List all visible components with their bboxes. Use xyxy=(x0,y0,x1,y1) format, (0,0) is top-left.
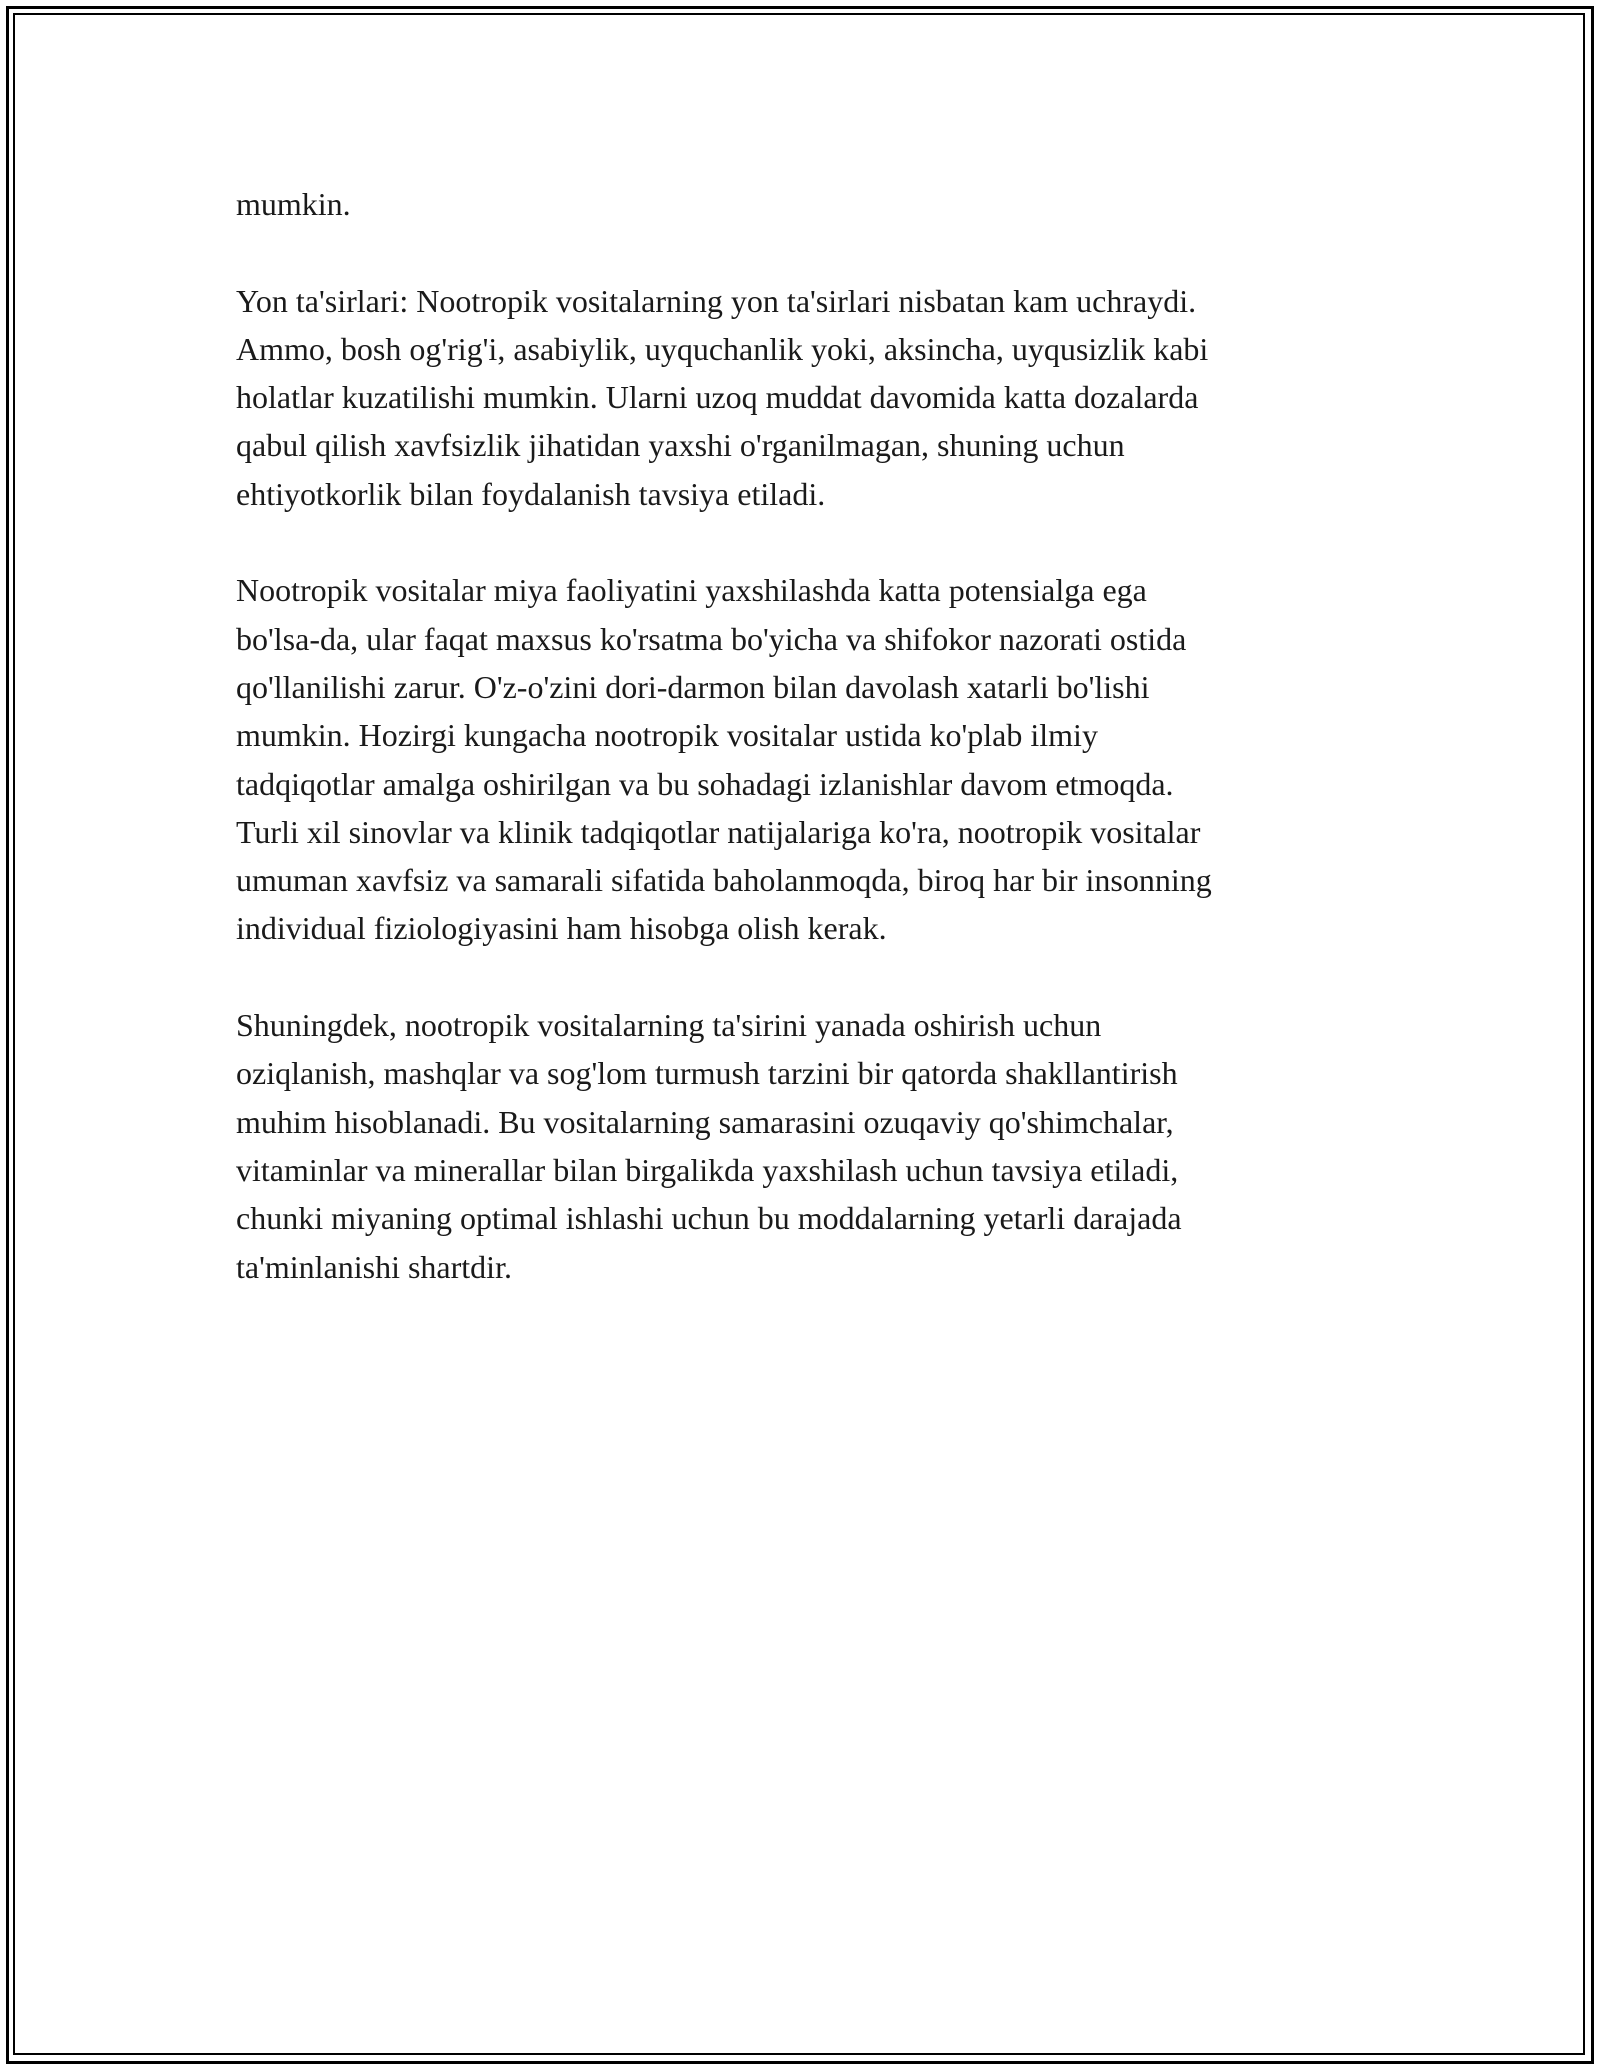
text-line: ehtiyotkorlik bilan foydalanish tavsiya etiladi. xyxy=(236,475,826,512)
text-line: Nootropik vositalar miya faoliyatini yaxshilashda katta potensialga ega xyxy=(236,572,1147,609)
text-line: ta'minlanishi shartdir. xyxy=(236,1248,512,1285)
text-line: qo'llanilishi zarur. O'z-o'zini dori-darmon bilan davolash xatarli bo'lishi xyxy=(236,668,1150,705)
text-line: individual fiziologiyasini ham hisobga olish kerak. xyxy=(236,910,887,947)
paragraph-lifestyle xyxy=(236,1001,1366,1291)
text-line: mumkin. xyxy=(236,186,351,222)
text-line: Yon ta'sirlari: Nootropik vositalarning yon ta'sirlari nisbatan kam uchraydi. xyxy=(236,282,1197,319)
text-line: Ammo, bosh og'rig'i, asabiylik, uyquchanlik yoki, aksincha, uyqusizlik kabi xyxy=(236,330,1209,367)
paragraph-side-effects xyxy=(236,277,1366,518)
text-line: umuman xavfsiz va samarali sifatida baholanmoqda, biroq har bir insonning xyxy=(236,862,1212,899)
text-line: mumkin. Hozirgi kungacha nootropik vositalar ustida ko'plab ilmiy xyxy=(236,717,1098,754)
text-line: Turli xil sinovlar va klinik tadqiqotlar natijalariga ko'ra, nootropik vositalar xyxy=(236,813,1201,850)
paragraph-usage xyxy=(236,566,1366,952)
text-line: vitaminlar va minerallar bilan birgalikda yaxshilash uchun tavsiya etiladi, xyxy=(236,1151,1179,1188)
text-line: qabul qilish xavfsizlik jihatidan yaxshi o'rganilmagan, shuning uchun xyxy=(236,427,1125,464)
text-line: Shuningdek, nootropik vositalarning ta'sirini yanada oshirish uchun xyxy=(236,1007,1102,1044)
paragraph-continuation xyxy=(236,180,1366,228)
text-line: bo'lsa-da, ular faqat maxsus ko'rsatma bo'yicha va shifokor nazorati ostida xyxy=(236,620,1187,657)
text-line: holatlar kuzatilishi mumkin. Ularni uzoq muddat davomida katta dozalarda xyxy=(236,379,1199,416)
text-line: chunki miyaning optimal ishlashi uchun bu moddalarning yetarli darajada xyxy=(236,1200,1182,1237)
text-line: muhim hisoblanadi. Bu vositalarning samarasini ozuqaviy qo'shimchalar, xyxy=(236,1103,1174,1140)
text-line: tadqiqotlar amalga oshirilgan va bu sohadagi izlanishlar davom etmoqda. xyxy=(236,765,1174,802)
text-line: oziqlanish, mashqlar va sog'lom turmush tarzini bir qatorda shakllantirish xyxy=(236,1055,1178,1092)
document-body xyxy=(236,180,1366,1339)
